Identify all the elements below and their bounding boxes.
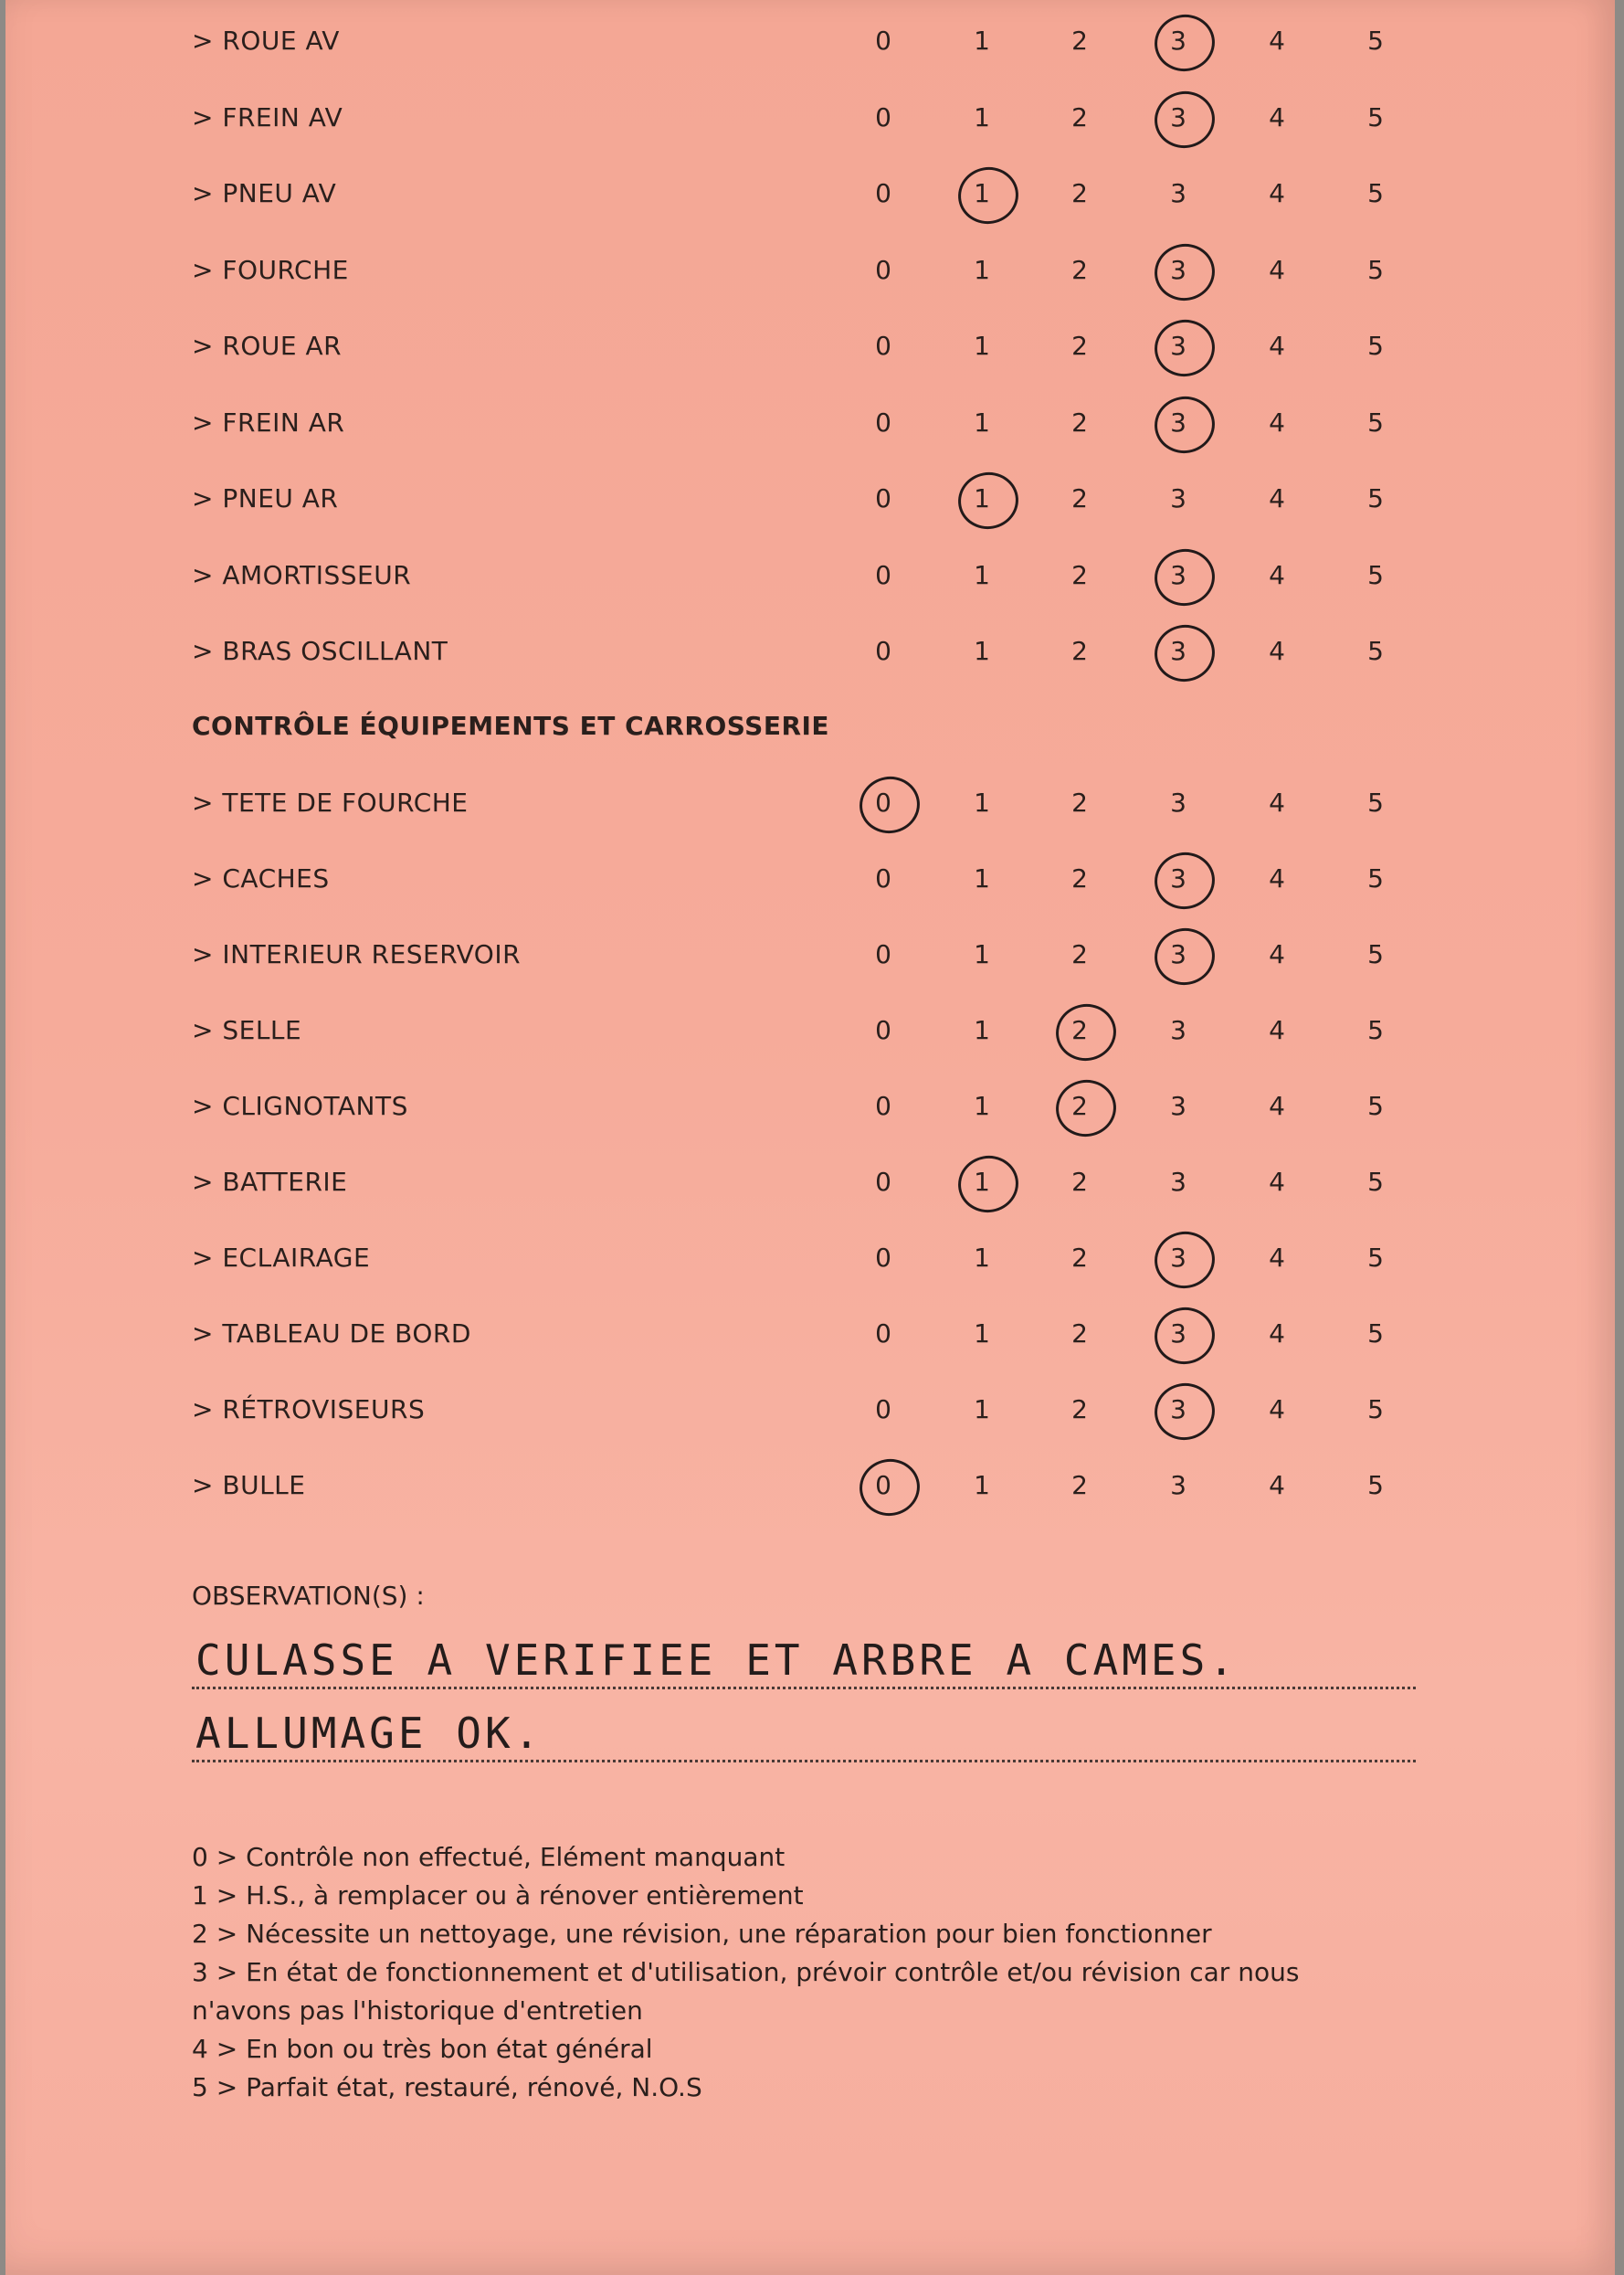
score-option-selected[interactable]: 3 xyxy=(1151,1318,1206,1349)
score-option[interactable]: 0 xyxy=(875,1091,891,1121)
rating-row-label: > TABLEAU DE BORD xyxy=(192,1318,471,1349)
rating-row-label: > ECLAIRAGE xyxy=(192,1243,371,1273)
score-option[interactable]: 5 xyxy=(1367,26,1384,56)
rating-row xyxy=(5,13,1615,68)
score-option-selected[interactable]: 3 xyxy=(1151,26,1206,56)
observation-text: CULASSE A VERIFIEE ET ARBRE A CAMES. xyxy=(195,1635,1238,1685)
rating-row xyxy=(5,242,1615,297)
rating-row-label: > FREIN AV xyxy=(192,101,343,132)
score-option[interactable]: 4 xyxy=(1269,331,1285,361)
score-option[interactable]: 1 xyxy=(974,101,990,132)
score-option[interactable]: 3 xyxy=(1170,178,1186,208)
score-option[interactable]: 3 xyxy=(1170,483,1186,513)
score-option[interactable]: 4 xyxy=(1269,788,1285,818)
score-option[interactable]: 4 xyxy=(1269,483,1285,513)
score-option[interactable]: 1 xyxy=(974,407,990,438)
observation-line-1 xyxy=(192,1632,1416,1689)
score-option-selected[interactable]: 2 xyxy=(1052,1091,1107,1121)
score-option[interactable]: 5 xyxy=(1367,1167,1384,1197)
score-option[interactable]: 4 xyxy=(1269,863,1285,894)
score-option[interactable]: 0 xyxy=(875,331,891,361)
score-option[interactable]: 4 xyxy=(1269,559,1285,590)
legend-item: 5 > Parfait état, restauré, rénové, N.O.S xyxy=(192,2072,702,2102)
score-option[interactable]: 3 xyxy=(1170,1015,1186,1045)
rating-row xyxy=(5,1078,1615,1133)
score-option[interactable]: 5 xyxy=(1367,1243,1384,1273)
rating-row-label: > PNEU AR xyxy=(192,483,339,513)
section-heading: CONTRÔLE ÉQUIPEMENTS ET CARROSSERIE xyxy=(192,711,830,741)
score-option[interactable]: 2 xyxy=(1071,636,1088,666)
score-option[interactable]: 0 xyxy=(875,1318,891,1349)
score-option[interactable]: 2 xyxy=(1071,788,1088,818)
score-option[interactable]: 4 xyxy=(1269,26,1285,56)
legend xyxy=(192,1838,1471,2107)
score-option[interactable]: 1 xyxy=(974,26,990,56)
score-option[interactable]: 2 xyxy=(1071,178,1088,208)
score-option[interactable]: 5 xyxy=(1367,863,1384,894)
rating-row-label: > SELLE xyxy=(192,1015,302,1045)
score-option[interactable]: 4 xyxy=(1269,1167,1285,1197)
score-option[interactable]: 4 xyxy=(1269,1091,1285,1121)
score-option[interactable]: 5 xyxy=(1367,483,1384,513)
score-option[interactable]: 4 xyxy=(1269,407,1285,438)
score-option[interactable]: 1 xyxy=(974,1318,990,1349)
score-option-selected[interactable]: 3 xyxy=(1151,331,1206,361)
score-option[interactable]: 4 xyxy=(1269,636,1285,666)
rating-row-label: > BATTERIE xyxy=(192,1167,348,1197)
score-option[interactable]: 4 xyxy=(1269,939,1285,969)
score-option[interactable]: 0 xyxy=(875,178,891,208)
rating-row xyxy=(5,395,1615,450)
rating-row-label: > BULLE xyxy=(192,1470,306,1500)
score-option[interactable]: 5 xyxy=(1367,407,1384,438)
score-option[interactable]: 2 xyxy=(1071,26,1088,56)
score-option[interactable]: 5 xyxy=(1367,1470,1384,1500)
rating-row xyxy=(5,165,1615,220)
score-option-selected[interactable]: 1 xyxy=(954,483,1009,513)
score-option[interactable]: 5 xyxy=(1367,254,1384,285)
score-option[interactable]: 2 xyxy=(1071,483,1088,513)
score-option-selected[interactable]: 3 xyxy=(1151,102,1206,132)
score-option-selected[interactable]: 3 xyxy=(1151,560,1206,590)
rating-row xyxy=(5,851,1615,905)
score-option[interactable]: 2 xyxy=(1071,1167,1088,1197)
score-option[interactable]: 4 xyxy=(1269,254,1285,285)
score-option[interactable]: 2 xyxy=(1071,331,1088,361)
score-option[interactable]: 5 xyxy=(1367,1394,1384,1424)
rating-row-label: > TETE DE FOURCHE xyxy=(192,788,469,818)
score-option[interactable]: 1 xyxy=(974,636,990,666)
rating-row-label: > CLIGNOTANTS xyxy=(192,1091,408,1121)
score-option[interactable]: 5 xyxy=(1367,636,1384,666)
score-option[interactable]: 1 xyxy=(974,1015,990,1045)
legend-item: 1 > H.S., à remplacer ou à rénover entièrement xyxy=(192,1880,804,1910)
score-option[interactable]: 2 xyxy=(1071,1394,1088,1424)
score-option[interactable]: 4 xyxy=(1269,1318,1285,1349)
score-option-selected[interactable]: 0 xyxy=(856,1470,911,1500)
rating-row xyxy=(5,1002,1615,1057)
score-option[interactable]: 5 xyxy=(1367,939,1384,969)
score-option[interactable]: 1 xyxy=(974,254,990,285)
rating-row xyxy=(5,1381,1615,1436)
score-option-selected[interactable]: 2 xyxy=(1052,1015,1107,1045)
rating-row-label: > INTERIEUR RESERVOIR xyxy=(192,939,522,969)
rating-row-label: > ROUE AV xyxy=(192,26,340,56)
rating-row-label: > PNEU AV xyxy=(192,178,337,208)
score-option[interactable]: 1 xyxy=(974,1243,990,1273)
rating-row-label: > FREIN AR xyxy=(192,407,345,438)
score-option[interactable]: 1 xyxy=(974,788,990,818)
rating-row-label: > AMORTISSEUR xyxy=(192,559,412,590)
rating-row xyxy=(5,623,1615,678)
score-option[interactable]: 5 xyxy=(1367,788,1384,818)
score-option[interactable]: 3 xyxy=(1170,1167,1186,1197)
legend-item: 4 > En bon ou très bon état général xyxy=(192,2034,653,2064)
score-option[interactable]: 0 xyxy=(875,254,891,285)
score-option[interactable]: 2 xyxy=(1071,1318,1088,1349)
score-option[interactable]: 0 xyxy=(875,1394,891,1424)
observation-text: ALLUMAGE OK. xyxy=(195,1709,543,1758)
score-option-selected[interactable]: 3 xyxy=(1151,1394,1206,1424)
legend-item: 0 > Contrôle non effectué, Elément manquant xyxy=(192,1842,786,1872)
score-option[interactable]: 0 xyxy=(875,559,891,590)
score-option[interactable]: 5 xyxy=(1367,1091,1384,1121)
score-option[interactable]: 4 xyxy=(1269,101,1285,132)
rating-row xyxy=(5,1306,1615,1360)
rating-row-label: > CACHES xyxy=(192,863,330,894)
score-option[interactable]: 3 xyxy=(1170,1470,1186,1500)
score-option[interactable]: 0 xyxy=(875,483,891,513)
score-option[interactable]: 0 xyxy=(875,407,891,438)
score-option[interactable]: 4 xyxy=(1269,1470,1285,1500)
score-option[interactable]: 0 xyxy=(875,1243,891,1273)
rating-row xyxy=(5,547,1615,602)
rating-row xyxy=(5,775,1615,830)
score-option[interactable]: 5 xyxy=(1367,1318,1384,1349)
rating-row xyxy=(5,471,1615,525)
score-option[interactable]: 0 xyxy=(875,939,891,969)
inspection-sheet xyxy=(5,0,1615,2275)
rating-row xyxy=(5,318,1615,373)
score-option[interactable]: 5 xyxy=(1367,1015,1384,1045)
rating-row-label: > ROUE AR xyxy=(192,331,343,361)
score-option[interactable]: 2 xyxy=(1071,101,1088,132)
score-option-selected[interactable]: 3 xyxy=(1151,1243,1206,1273)
score-option[interactable]: 5 xyxy=(1367,331,1384,361)
score-option-selected[interactable]: 3 xyxy=(1151,407,1206,438)
score-option[interactable]: 2 xyxy=(1071,254,1088,285)
rating-row-label: > RÉTROVISEURS xyxy=(192,1394,426,1424)
score-option[interactable]: 2 xyxy=(1071,939,1088,969)
score-option[interactable]: 0 xyxy=(875,863,891,894)
score-option[interactable]: 2 xyxy=(1071,407,1088,438)
score-option-selected[interactable]: 0 xyxy=(856,788,911,818)
score-option[interactable]: 0 xyxy=(875,101,891,132)
rating-row xyxy=(5,1457,1615,1512)
score-option-selected[interactable]: 3 xyxy=(1151,255,1206,285)
rating-row-label: > FOURCHE xyxy=(192,254,349,285)
score-option[interactable]: 5 xyxy=(1367,101,1384,132)
score-option-selected[interactable]: 1 xyxy=(954,178,1009,208)
score-option-selected[interactable]: 3 xyxy=(1151,863,1206,894)
score-option[interactable]: 0 xyxy=(875,1167,891,1197)
score-option[interactable]: 0 xyxy=(875,636,891,666)
score-option-selected[interactable]: 3 xyxy=(1151,939,1206,969)
rating-row xyxy=(5,1230,1615,1285)
score-option[interactable]: 1 xyxy=(974,939,990,969)
score-option[interactable]: 2 xyxy=(1071,863,1088,894)
score-option[interactable]: 1 xyxy=(974,863,990,894)
score-option[interactable]: 4 xyxy=(1269,1015,1285,1045)
score-option[interactable]: 2 xyxy=(1071,559,1088,590)
legend-item: 2 > Nécessite un nettoyage, une révision, une réparation pour bien fonctionner xyxy=(192,1919,1212,1949)
score-option[interactable]: 4 xyxy=(1269,178,1285,208)
score-option[interactable]: 3 xyxy=(1170,788,1186,818)
score-option[interactable]: 5 xyxy=(1367,178,1384,208)
rating-row xyxy=(5,90,1615,144)
score-option[interactable]: 5 xyxy=(1367,559,1384,590)
score-option[interactable]: 1 xyxy=(974,1394,990,1424)
score-option-selected[interactable]: 3 xyxy=(1151,636,1206,666)
score-option[interactable]: 4 xyxy=(1269,1394,1285,1424)
rating-row-label: > BRAS OSCILLANT xyxy=(192,636,448,666)
score-option[interactable]: 1 xyxy=(974,1091,990,1121)
score-option[interactable]: 1 xyxy=(974,559,990,590)
score-option[interactable]: 4 xyxy=(1269,1243,1285,1273)
score-option[interactable]: 1 xyxy=(974,1470,990,1500)
score-option[interactable]: 1 xyxy=(974,331,990,361)
rating-row xyxy=(5,926,1615,981)
observations-label: OBSERVATION(S) : xyxy=(192,1581,425,1611)
score-option[interactable]: 3 xyxy=(1170,1091,1186,1121)
rating-row xyxy=(5,1154,1615,1209)
observation-line-2 xyxy=(192,1705,1416,1762)
score-option[interactable]: 2 xyxy=(1071,1470,1088,1500)
score-option[interactable]: 0 xyxy=(875,26,891,56)
score-option-selected[interactable]: 1 xyxy=(954,1167,1009,1197)
legend-item: n'avons pas l'historique d'entretien xyxy=(192,1995,643,2026)
score-option[interactable]: 0 xyxy=(875,1015,891,1045)
score-option[interactable]: 2 xyxy=(1071,1243,1088,1273)
legend-item: 3 > En état de fonctionnement et d'utilisation, prévoir contrôle et/ou révision car nous xyxy=(192,1957,1300,1987)
